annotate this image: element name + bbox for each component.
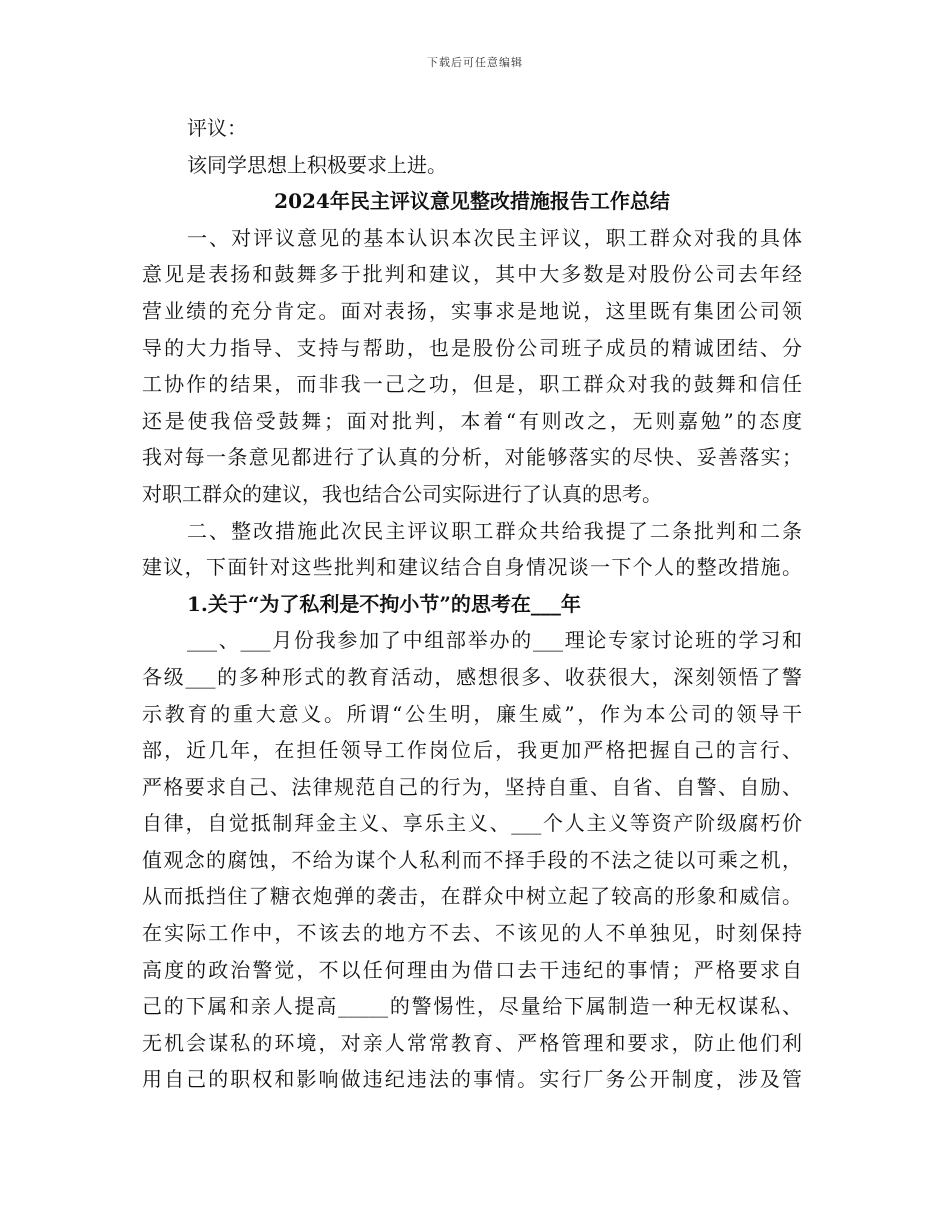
paragraph-line: 己的下属和亲人提高_____的警惕性，尽量给下属制造一种无权谋私、 [142,994,802,1019]
paragraph-line: 还是使我倍受鼓舞；面对批判，本着“有则改之，无则嘉勉”的态度 [142,408,802,433]
paragraph-line: 自律，自觉抵制拜金主义、享乐主义、___个人主义等资产阶级腐朽价 [142,811,802,836]
page-header-note: 下载后可任意编辑 [427,56,523,69]
paragraph-line: 建议，下面针对这些批判和建议结合自身情况谈一下个人的整改措施。 [142,555,802,580]
paragraph-line: 该同学思想上积极要求上进。 [187,152,447,177]
document-title: 2024年民主评议意见整改措施报告工作总结 [274,189,670,214]
section-heading: 1.关于“为了私利是不拘小节”的思考在___年 [187,591,581,616]
paragraph-line: 工协作的结果，而非我一己之功，但是，职工群众对我的鼓舞和信任 [142,372,802,397]
paragraph-line: 值观念的腐蚀，不给为谋个人私利而不择手段的不法之徒以可乘之机， [142,847,802,872]
paragraph-line: 示教育的重大意义。所谓“公生明，廉生威”，作为本公司的领导干 [142,701,802,726]
paragraph-line: 用自己的职权和影响做违纪违法的事情。实行厂务公开制度，涉及管 [142,1067,802,1092]
paragraph-line: 对职工群众的建议，我也结合公司实际进行了认真的思考。 [142,481,662,506]
paragraph-line: 在实际工作中，不该去的地方不去、不该见的人不单独见，时刻保持 [142,921,802,946]
paragraph-line: 评议： [187,116,247,140]
paragraph-line: 二、整改措施此次民主评议职工群众共给我提了二条批判和二条 [187,518,802,543]
paragraph-line: 一、对评议意见的基本认识本次民主评议，职工群众对我的具体 [187,225,802,250]
paragraph-line: 营业绩的充分肯定。面对表扬，实事求是地说，这里既有集团公司领 [142,298,802,323]
paragraph-line: 无机会谋私的环境，对亲人常常教育、严格管理和要求，防止他们利 [142,1030,802,1055]
paragraph-line: 我对每一条意见都进行了认真的分析，对能够落实的尽快、妥善落实； [142,445,802,470]
document-body [142,110,802,1098]
paragraph-line: ___、___月份我参加了中组部举办的___理论专家讨论班的学习和 [187,628,802,653]
paragraph-line: 从而抵挡住了糖衣炮弹的袭击，在群众中树立起了较高的形象和威信。 [142,884,802,909]
paragraph-line: 部，近几年，在担任领导工作岗位后，我更加严格把握自己的言行、 [142,738,802,763]
paragraph-line: 各级___的多种形式的教育活动，感想很多、收获很大，深刻领悟了警 [142,664,802,689]
paragraph-line: 严格要求自己、法律规范自己的行为，坚持自重、自省、自警、自励、 [142,774,802,799]
paragraph-line: 导的大力指导、支持与帮助，也是股份公司班子成员的精诚团结、分 [142,335,802,360]
paragraph-line: 高度的政治警觉，不以任何理由为借口去干违纪的事情；严格要求自 [142,957,802,982]
paragraph-line: 意见是表扬和鼓舞多于批判和建议，其中大多数是对股份公司去年经 [142,262,802,287]
